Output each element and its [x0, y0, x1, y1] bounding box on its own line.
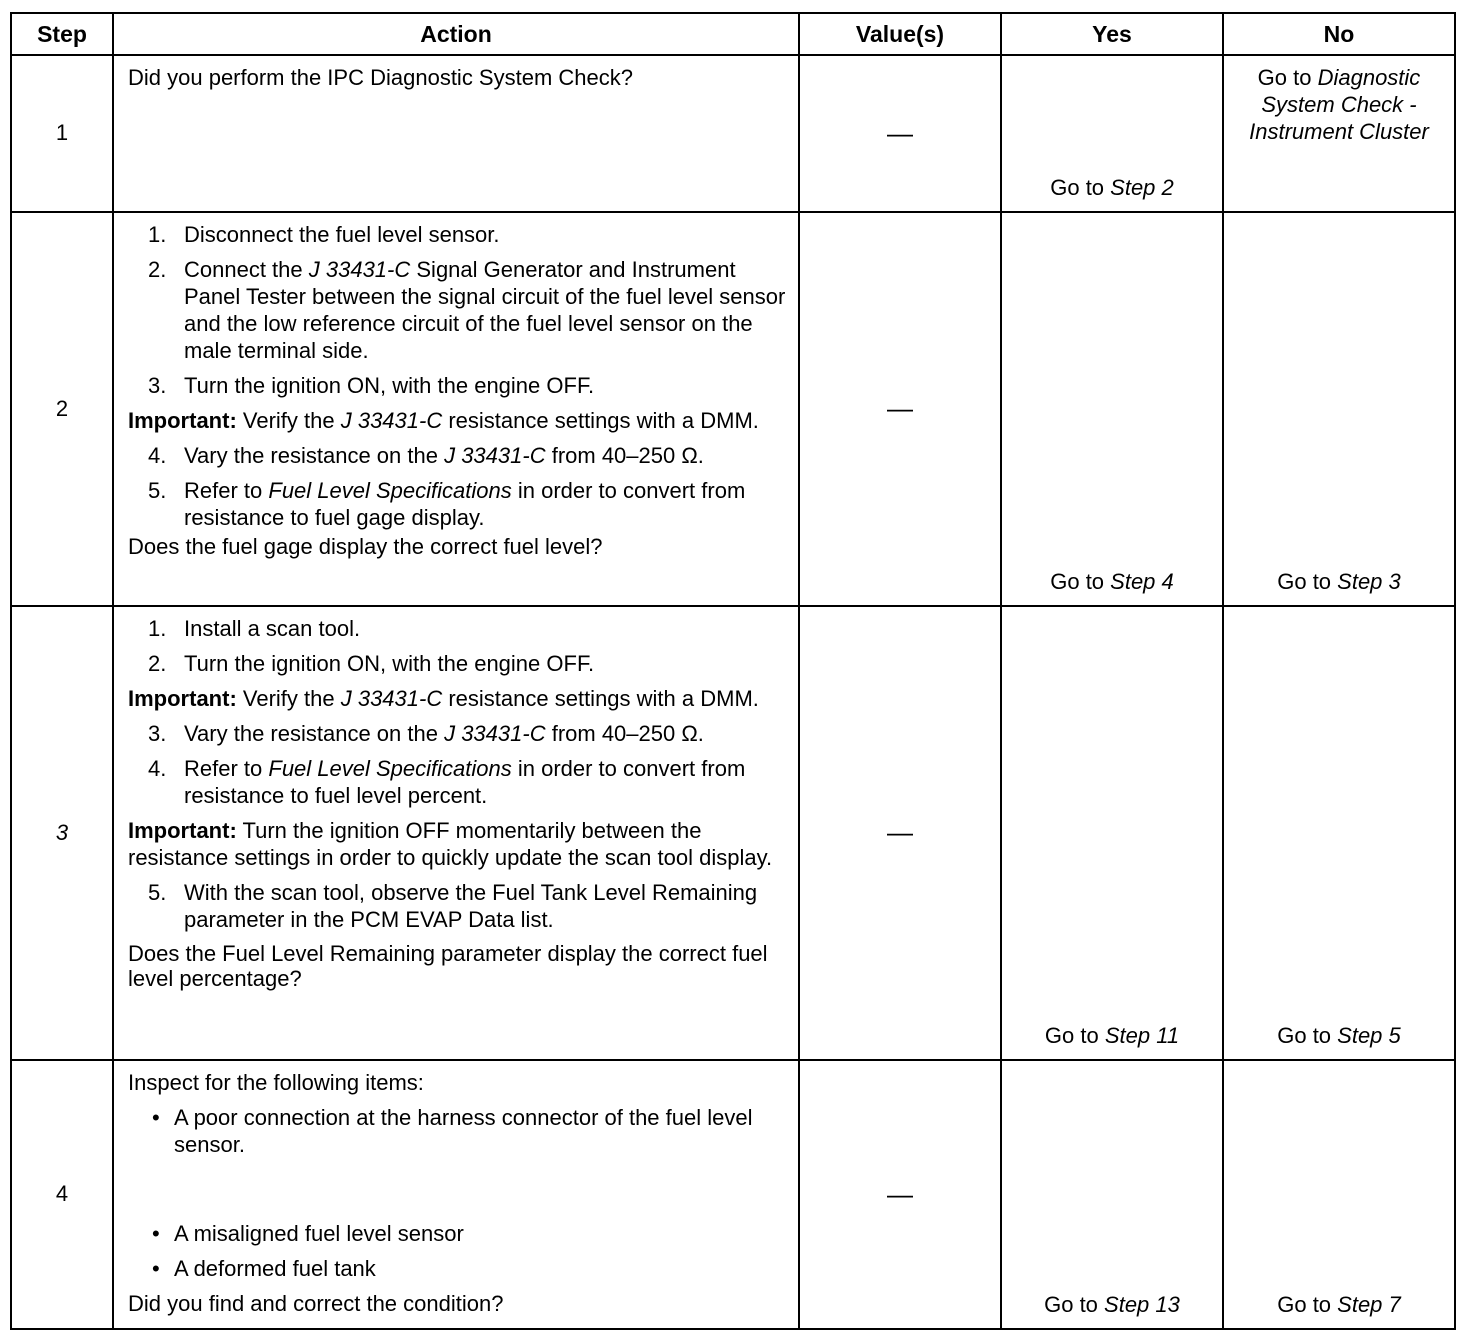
list-item: 2. Turn the ignition ON, with the engine OFF. [148, 650, 595, 676]
yes-prefix: Go to [1050, 174, 1111, 200]
no-step-link[interactable]: Step 7 [1337, 1292, 1401, 1317]
list-item: 5. Refer to Fuel Level Specifications in order to convert from resistance to fuel gage display. [148, 477, 746, 530]
step-number: 2 [11, 212, 113, 606]
list-item: 1. Disconnect the fuel level sensor. [148, 221, 500, 247]
table-row-step-2 [11, 212, 1455, 606]
list-item: 3. Vary the resistance on the J 33431-C from 40–250 Ω. [148, 720, 704, 746]
action-cell [113, 1060, 799, 1329]
value-cell: — [799, 1060, 1001, 1329]
list-item: • A poor connection at the harness connector of the fuel level sensor. [152, 1104, 753, 1157]
important-note: Important: Verify the J 33431-C resistance settings with a DMM. [128, 407, 759, 433]
no-cell: Go to Step 7 [1223, 1060, 1455, 1329]
table-row-step-4 [11, 1060, 1455, 1329]
important-note: Important: Turn the ignition OFF momentarily between the resistance settings in order to quickly update the scan tool display. [128, 817, 773, 870]
step-number: 4 [11, 1060, 113, 1329]
spec-link[interactable]: Fuel Level Specifications [268, 477, 512, 503]
yes-cell: Go to Step 13 [1001, 1060, 1223, 1329]
header-action: Action [113, 13, 799, 55]
header-yes: Yes [1001, 13, 1223, 55]
list-item: • A misaligned fuel level sensor [152, 1220, 464, 1246]
no-cell: Go to Step 3 [1223, 212, 1455, 606]
question-text: Did you find and correct the condition? [128, 1290, 504, 1316]
no-step-link[interactable]: Step 3 [1337, 568, 1401, 594]
important-note: Important: Verify the J 33431-C resistance settings with a DMM. [128, 685, 759, 711]
yes-step-link[interactable]: Step 11 [1104, 1022, 1180, 1048]
value-cell: — [799, 55, 1001, 212]
no-step-link[interactable]: Diagnostic System Check - Instrument Cluster [1249, 65, 1429, 144]
list-item: • A deformed fuel tank [152, 1255, 376, 1281]
no-step-link[interactable]: Step 5 [1337, 1022, 1401, 1048]
spec-link[interactable]: Fuel Level Specifications [268, 755, 512, 781]
yes-step-link[interactable]: Step 2 [1110, 174, 1174, 200]
intro-text: Inspect for the following items: [128, 1069, 424, 1095]
question-text: Does the fuel gage display the correct fuel level? [128, 533, 603, 559]
question-text: Does the Fuel Level Remaining parameter display the correct fuel level percentage? [128, 940, 768, 991]
action-cell [113, 606, 799, 1060]
list-item: 4. Vary the resistance on the J 33431-C from 40–250 Ω. [148, 442, 704, 468]
list-item: 4. Refer to Fuel Level Specifications in order to convert from resistance to fuel level percent. [148, 755, 746, 808]
step-number: 3 [11, 606, 113, 1060]
list-item: 5. With the scan tool, observe the Fuel Tank Level Remaining parameter in the PCM EVAP Data list. [148, 879, 758, 932]
tool-ref: J 33431-C [308, 256, 411, 282]
yes-step-link[interactable]: Step 4 [1110, 568, 1174, 594]
action-cell [113, 212, 799, 606]
value-cell: — [799, 606, 1001, 1060]
bullet-icon: • [152, 1104, 160, 1130]
bullet-icon: • [152, 1220, 160, 1246]
table-row-step-3 [11, 606, 1455, 1060]
yes-cell [1001, 55, 1223, 212]
header-no: No [1223, 13, 1455, 55]
list-item: 2. Connect the J 33431-C Signal Generator and Instrument Panel Tester between the signal circuit of the fuel level sensor and the low reference circuit of the fuel level sensor on the male terminal side. [148, 256, 786, 363]
no-cell: Go to Step 5 [1223, 606, 1455, 1060]
list-item: 1. Install a scan tool. [148, 615, 361, 641]
header-step: Step [11, 13, 113, 55]
yes-cell: Go to Step 4 [1001, 212, 1223, 606]
table-row-step-1 [11, 55, 1455, 212]
bullet-icon: • [152, 1255, 160, 1281]
yes-cell: Go to Step 11 [1001, 606, 1223, 1060]
list-item: 3. Turn the ignition ON, with the engine OFF. [148, 372, 595, 398]
value-cell: — [799, 212, 1001, 606]
header-row [11, 13, 1455, 55]
header-values: Value(s) [799, 13, 1001, 55]
no-cell [1223, 55, 1455, 212]
action-cell [113, 55, 799, 212]
yes-step-link[interactable]: Step 13 [1104, 1292, 1180, 1317]
no-prefix: Go to [1257, 65, 1318, 90]
diagnostic-table [10, 12, 1456, 1330]
question-text: Did you perform the IPC Diagnostic System Check? [128, 65, 633, 90]
step-number: 1 [11, 55, 113, 212]
